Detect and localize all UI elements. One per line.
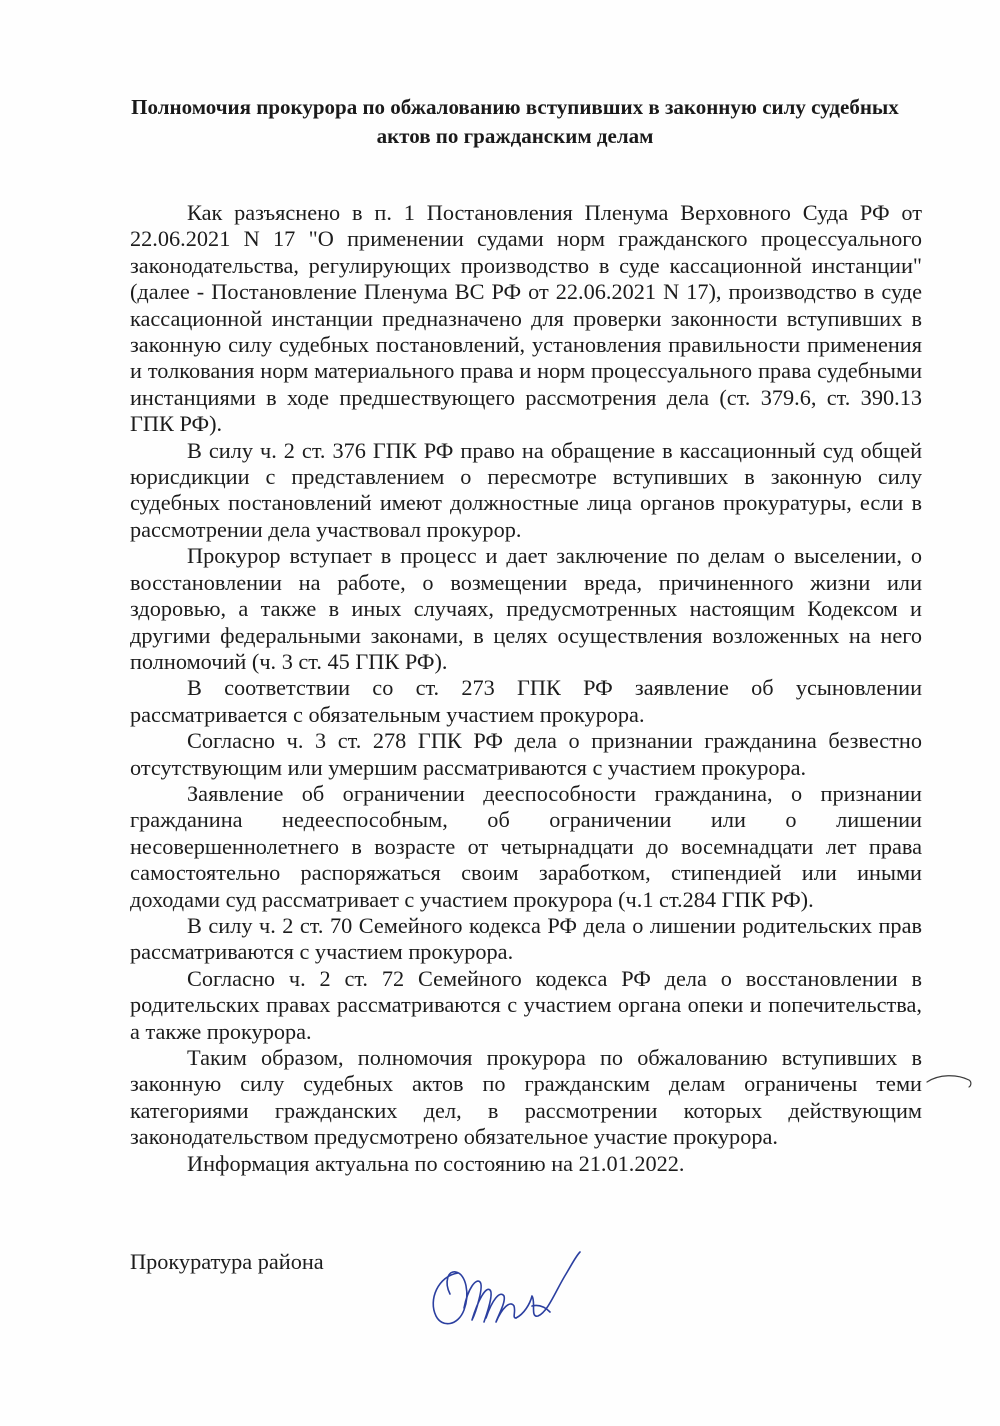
paragraph-date-note: Информация актуальна по состоянию на 21.01.2022. bbox=[187, 1150, 685, 1176]
document-title: Полномочия прокурора по обжалованию вступивших в законную силу судебных актов по гражданским делам bbox=[131, 95, 899, 148]
paragraph-2: В силу ч. 2 ст. 376 ГПК РФ право на обращение в кассационный суд общей юрисдикции с представлением о пересмотре вступивших в законную силу судебных постановлений имеют должностные лица органов прокуратуры, если в рассмотрении дела участвовал прокурор. bbox=[130, 437, 922, 542]
paragraph-5: Согласно ч. 3 ст. 278 ГПК РФ дела о признании гражданина безвестно отсутствующим или умершим рассматриваются с участием прокурора. bbox=[130, 728, 922, 780]
paragraph-3: Прокурор вступает в процесс и дает заключение по делам о выселении, о восстановлении на работе, о возмещении вреда, причиненного жизни или здоровью, а также в иных случаях, предусмотренных настоящим Кодексом и другими федеральными законами, в целях осуществления возложенных на него полномочий (ч. 3 ст. 45 ГПК РФ). bbox=[130, 543, 922, 674]
paragraph-9: Таким образом, полномочия прокурора по обжалованию вступивших в законную силу судебных актов по гражданским делам ограничены теми категориями гражданских дел, в рассмотрении которых действующим законодательством предусмотрено обязательное участие прокурора. bbox=[130, 1045, 922, 1150]
document-body bbox=[130, 200, 922, 1177]
paragraph-1: Как разъяснено в п. 1 Постановления Пленума Верховного Суда РФ от 22.06.2021 N 17 "О применении судами норм гражданского процессуального законодательства, регулирующих производство в суде кассационной инстанции" (далее - Постановление Пленума ВС РФ от 22.06.2021 N 17), производство в суде кассационной инстанции предназначено для проверки законности вступивших в законную силу судебных постановлений, установления правильности применения и толкования норм материального права и норм процессуального права судебными инстанциями в ходе предшествующего рассмотрения дела (ст. 379.6, ст. 390.13 ГПК РФ). bbox=[130, 200, 922, 437]
signature-icon bbox=[420, 1238, 590, 1338]
paragraph-4: В соответствии со ст. 273 ГПК РФ заявление об усыновлении рассматривается с обязательным участием прокурора. bbox=[130, 675, 922, 727]
paragraph-6: Заявление об ограничении дееспособности гражданина, о признании гражданина недееспособным, об ограничении или о лишении несовершеннолетнего в возрасте от четырнадцати до восемнадцати лет права самостоятельно распоряжаться своим заработком, стипендией или иными доходами суд рассматривает с участием прокурора (ч.1 ст.284 ГПК РФ). bbox=[130, 780, 922, 912]
margin-mark-icon bbox=[925, 1070, 975, 1092]
paragraph-7: В силу ч. 2 ст. 70 Семейного кодекса РФ дела о лишении родительских прав рассматриваются с участием прокурора. bbox=[130, 912, 922, 965]
paragraph-8: Согласно ч. 2 ст. 72 Семейного кодекса РФ дела о восстановлении в родительских правах рассматриваются с участием органа опеки и попечительства, а также прокурора. bbox=[130, 965, 922, 1044]
signatory-label: Прокуратура района bbox=[130, 1249, 324, 1274]
